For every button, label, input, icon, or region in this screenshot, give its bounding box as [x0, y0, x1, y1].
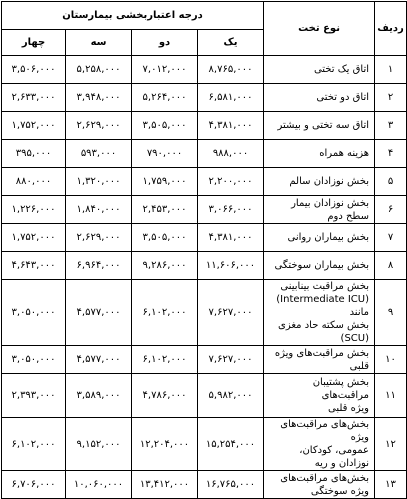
- grade-4-cell: ۳,۰۵۰,۰۰۰: [2, 280, 66, 346]
- grade-header-3: سه: [66, 30, 132, 56]
- bed-type-cell: بخش نوزادان بیمار سطح دوم: [264, 196, 375, 224]
- table-row: [2, 56, 407, 84]
- accreditation-grade-header: درجه اعتباربخشی بیمارستان: [2, 2, 264, 30]
- grade-4-cell: ۱,۷۵۲,۰۰۰: [2, 112, 66, 140]
- table-row: [2, 374, 407, 418]
- grade-1-cell: ۲,۲۰۰,۰۰۰: [198, 168, 264, 196]
- radif-cell: ۱۲: [375, 418, 407, 471]
- grade-3-cell: ۵,۲۵۸,۰۰۰: [66, 56, 132, 84]
- grade-4-cell: ۲,۶۳۳,۰۰۰: [2, 84, 66, 112]
- grade-3-cell: ۲,۶۲۹,۰۰۰: [66, 112, 132, 140]
- bed-type-line: ویژه قلبی: [328, 403, 370, 414]
- grade-3-cell: ۴,۵۷۷,۰۰۰: [66, 280, 132, 346]
- bed-type-cell: بخش بیماران سوختگی: [264, 252, 375, 280]
- grade-1-cell: ۶,۵۸۱,۰۰۰: [198, 84, 264, 112]
- radif-cell: ۱۱: [375, 374, 407, 418]
- table-row: [2, 112, 407, 140]
- grade-4-cell: ۳,۰۵۰,۰۰۰: [2, 346, 66, 374]
- grade-1-cell: ۷,۶۲۷,۰۰۰: [198, 280, 264, 346]
- grade-1-cell: ۱۵,۲۵۴,۰۰۰: [198, 418, 264, 471]
- radif-cell: ۲: [375, 84, 407, 112]
- bed-type-cell: اتاق یک تختی: [264, 56, 375, 84]
- radif-cell: ۱۳: [375, 471, 407, 499]
- bed-type-cell: هزینه همراه: [264, 140, 375, 168]
- table-row: [2, 224, 407, 252]
- grade-2-cell: ۷۹۰,۰۰۰: [132, 140, 198, 168]
- radif-cell: ۱۰: [375, 346, 407, 374]
- table-row: [2, 252, 407, 280]
- grade-1-cell: ۱۱,۶۰۶,۰۰۰: [198, 252, 264, 280]
- grade-4-cell: ۲,۳۹۳,۰۰۰: [2, 374, 66, 418]
- grade-3-cell: ۵۹۳,۰۰۰: [66, 140, 132, 168]
- grade-1-cell: ۷,۶۲۷,۰۰۰: [198, 346, 264, 374]
- bed-type-cell: اتاق دو تختی: [264, 84, 375, 112]
- grade-4-cell: ۴,۶۴۳,۰۰۰: [2, 252, 66, 280]
- radif-cell: ۸: [375, 252, 407, 280]
- grade-2-cell: ۳,۵۰۵,۰۰۰: [132, 112, 198, 140]
- grade-2-cell: ۶,۱۰۲,۰۰۰: [132, 346, 198, 374]
- table-row: [2, 168, 407, 196]
- grade-1-cell: ۱۶,۷۶۵,۰۰۰: [198, 471, 264, 499]
- grade-3-cell: ۱,۳۲۰,۰۰۰: [66, 168, 132, 196]
- bed-type-line: بخش مراقبت بینابینی: [280, 281, 370, 292]
- grade-3-cell: ۲,۶۲۹,۰۰۰: [66, 224, 132, 252]
- table-row: [2, 280, 407, 346]
- grade-4-cell: ۶,۷۰۶,۰۰۰: [2, 471, 66, 499]
- table-row: [2, 346, 407, 374]
- table-row: [2, 84, 407, 112]
- bed-type-cell: [264, 374, 375, 418]
- grade-2-cell: ۵,۲۶۴,۰۰۰: [132, 84, 198, 112]
- grade-1-cell: ۵,۹۸۲,۰۰۰: [198, 374, 264, 418]
- radif-cell: ۴: [375, 140, 407, 168]
- grade-1-cell: ۹۸۸,۰۰۰: [198, 140, 264, 168]
- radif-cell: ۳: [375, 112, 407, 140]
- grade-1-cell: ۴,۳۸۱,۰۰۰: [198, 112, 264, 140]
- bed-type-header: نوع تخت: [264, 2, 375, 56]
- grade-4-cell: ۶,۱۰۲,۰۰۰: [2, 418, 66, 471]
- bed-type-cell: [264, 418, 375, 471]
- grade-2-cell: ۳,۵۰۵,۰۰۰: [132, 224, 198, 252]
- bed-type-cell: [264, 280, 375, 346]
- grade-1-cell: ۴,۳۸۱,۰۰۰: [198, 224, 264, 252]
- table-row: [2, 196, 407, 224]
- grade-2-cell: ۹,۲۸۶,۰۰۰: [132, 252, 198, 280]
- grade-2-cell: ۱۳,۴۱۲,۰۰۰: [132, 471, 198, 499]
- bed-type-cell: بخش بیماران روانی: [264, 224, 375, 252]
- grade-3-cell: ۶,۹۶۴,۰۰۰: [66, 252, 132, 280]
- grade-2-cell: ۷,۰۱۲,۰۰۰: [132, 56, 198, 84]
- grade-2-cell: ۲,۴۵۳,۰۰۰: [132, 196, 198, 224]
- radif-cell: ۵: [375, 168, 407, 196]
- grade-3-cell: ۳,۵۸۹,۰۰۰: [66, 374, 132, 418]
- grade-2-cell: ۱,۷۵۹,۰۰۰: [132, 168, 198, 196]
- bed-type-line: (Intermediate ICU) مانند: [276, 294, 370, 318]
- table-row: [2, 140, 407, 168]
- bed-type-line: بخش سکته حاد مغزی (SCU): [278, 320, 370, 344]
- radif-header: ردیف: [375, 2, 407, 56]
- bed-type-cell: بخش مراقبت‌های ویژه قلبی: [264, 346, 375, 374]
- grade-4-cell: ۱,۲۲۶,۰۰۰: [2, 196, 66, 224]
- bed-type-cell: اتاق سه تختی و بیشتر: [264, 112, 375, 140]
- bed-type-line: عمومی، کودکان، نوزادان و ریه: [299, 445, 370, 469]
- bed-type-line: بخش‌های مراقبت‌های ویژه: [280, 419, 370, 443]
- grade-1-cell: ۳,۰۶۶,۰۰۰: [198, 196, 264, 224]
- grade-header-1: یک: [198, 30, 264, 56]
- radif-cell: ۷: [375, 224, 407, 252]
- grade-4-cell: ۸۸۰,۰۰۰: [2, 168, 66, 196]
- grade-2-cell: ۱۲,۲۰۴,۰۰۰: [132, 418, 198, 471]
- grade-3-cell: ۱۰,۰۶۰,۰۰۰: [66, 471, 132, 499]
- grade-2-cell: ۴,۷۸۶,۰۰۰: [132, 374, 198, 418]
- bed-type-cell: بخش نوزادان سالم: [264, 168, 375, 196]
- radif-cell: ۶: [375, 196, 407, 224]
- grade-2-cell: ۶,۱۰۲,۰۰۰: [132, 280, 198, 346]
- bed-type-cell: بخش‌های مراقبت‌های ویژه سوختگی: [264, 471, 375, 499]
- grade-4-cell: ۳۹۵,۰۰۰: [2, 140, 66, 168]
- grade-3-cell: ۹,۱۵۲,۰۰۰: [66, 418, 132, 471]
- grade-4-cell: ۳,۵۰۶,۰۰۰: [2, 56, 66, 84]
- radif-cell: ۱: [375, 56, 407, 84]
- bed-type-line: بخش پشتیبان مراقبت‌های: [312, 377, 370, 401]
- grade-1-cell: ۸,۷۶۵,۰۰۰: [198, 56, 264, 84]
- tariff-table: [1, 1, 407, 499]
- grade-header-4: چهار: [2, 30, 66, 56]
- radif-cell: ۹: [375, 280, 407, 346]
- grade-4-cell: ۱,۷۵۲,۰۰۰: [2, 224, 66, 252]
- header-row-group: [2, 2, 407, 30]
- grade-3-cell: ۴,۵۷۷,۰۰۰: [66, 346, 132, 374]
- grade-3-cell: ۳,۹۴۸,۰۰۰: [66, 84, 132, 112]
- table-row: [2, 471, 407, 499]
- grade-header-2: دو: [132, 30, 198, 56]
- grade-3-cell: ۱,۸۴۰,۰۰۰: [66, 196, 132, 224]
- table-row: [2, 418, 407, 471]
